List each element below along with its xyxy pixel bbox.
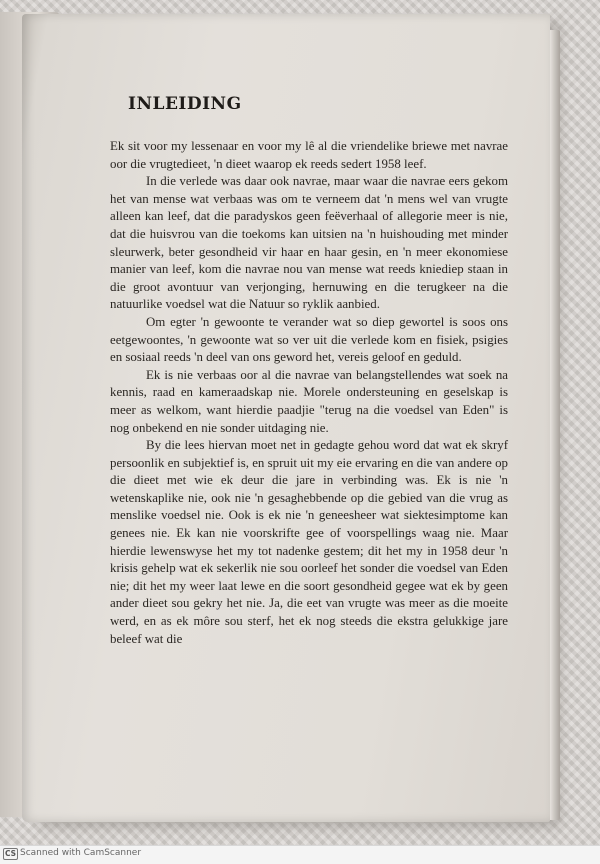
paragraph-3: Om egter 'n gewoonte te verander wat so diep gewortel is soos ons eetgewoontes, 'n gewoonte wat so ver uit die verlede kom en fisiek, psigies en sosiaal reeds 'n deel van ons geword het, vereis geloof en geduld. — [110, 314, 508, 365]
paragraph-1: Ek sit voor my lessenaar en voor my lê al die vriendelike briewe met navrae oor die vrugtedieet, 'n dieet waarop ek reeds sedert 1958 leef. — [110, 139, 508, 171]
book-page — [22, 14, 550, 822]
paragraph-4: Ek is nie verbaas oor al die navrae van belangstellendes wat soek na kennis, raad en kameraadskap nie. Morele ondersteuning en geselskap is meer as welkom, want hierdie paadjie "terug na die voedsel van Eden" is nog onbekend en nie sonder uitdaging nie. — [110, 367, 508, 435]
camscanner-logo-icon: CS — [5, 849, 17, 858]
chapter-heading: INLEIDING — [128, 94, 242, 114]
paragraph-2: In die verlede was daar ook navrae, maar waar die navrae eers gekom het van mense wat verbaas was om te verneem dat 'n mens wel van vrugte alleen kan leef, dat die paradyskos geen feëverhaal of allegorie meer is nie, dat die huisvrou van die toekoms kan uitsien na 'n huishouding met minder sleurwerk, beter gesondheid vir haar en haar gesin, en 'n meer ekonomiese manier van leef, kom die navrae nou van mense wat reeds kniediep staan in die groot avontuur van verjonging, hernuwing en die terugkeer na die natuurlike voedsel wat die Natuur so ryklik aanbied. — [110, 174, 508, 312]
scanner-watermark-text: Scanned with CamScanner — [20, 848, 142, 858]
paragraph-5: By die lees hiervan moet net in gedagte gehou word dat wat ek skryf persoonlik en subjektief is, en spruit uit my eie ervaring en die van andere op die dieet met wie ek deur die jare in verbinding was. Ek is nie 'n wetenskaplike nie, ook nie 'n gesaghebbende op die gebied van die vrug as menslike voedsel nie. Ook is ek nie 'n geneesheer wat siektesimptome kan genees nie. Ek kan nie voorskrifte gee of voorspellings waag nie. Maar hierdie lewenswyse het my tot nadenke gestem; dit het my in 1958 deur 'n krisis gehelp wat ek sekerlik nie sou oorleef het sonder die voedsel van Eden nie; dit het my weer laat lewe en die soort gesondheid gegee wat ek by geen ander dieet sou gekry het nie. Ja, die eet van vrugte was meer as die moeite werd, en as ek môre sou sterf, het ek nog steeds die ekstra gelukkige jare beleef wat die — [110, 438, 508, 646]
page-text-block — [110, 94, 508, 648]
